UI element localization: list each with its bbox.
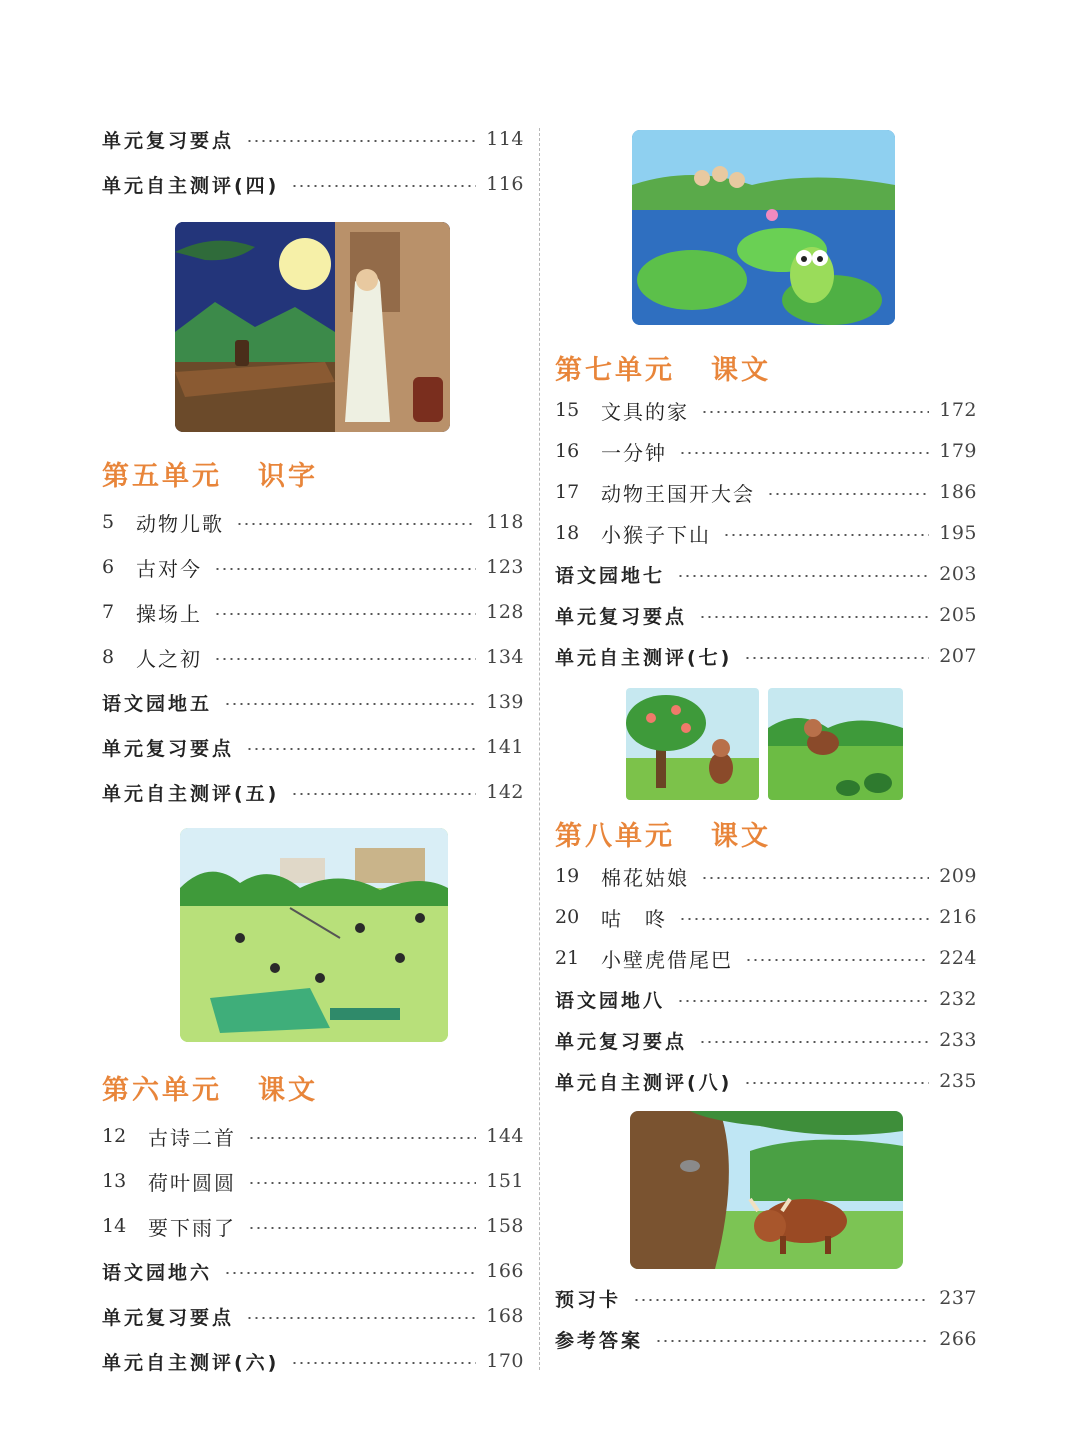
page-number: 179 xyxy=(939,440,977,462)
lesson-number: 20 xyxy=(555,906,580,928)
entry-title: 语文园地五 xyxy=(102,692,213,715)
entry-title: 操场上 xyxy=(136,601,202,626)
toc-entry-garden-5[interactable] xyxy=(102,687,524,717)
page-number: 195 xyxy=(939,522,977,544)
leader-dots xyxy=(224,703,476,705)
page-number: 114 xyxy=(486,128,524,150)
toc-entry-test-7[interactable] xyxy=(555,641,977,671)
entry-title: 动物儿歌 xyxy=(136,511,224,536)
leader-dots xyxy=(699,1041,929,1043)
entry-title: 荷叶圆圆 xyxy=(148,1170,236,1195)
entry-title: 单元复习要点 xyxy=(102,129,235,152)
toc-entry-lesson-16[interactable] xyxy=(555,436,977,466)
unit-5-heading xyxy=(102,453,318,493)
page-number: 224 xyxy=(939,947,977,969)
illustration-frog-pond xyxy=(632,130,895,325)
leader-dots xyxy=(224,1272,476,1274)
leader-dots xyxy=(745,959,929,961)
toc-entry-review-6[interactable] xyxy=(102,1301,524,1331)
entry-title: 一分钟 xyxy=(601,440,667,465)
illustration-monkey-peach-tree xyxy=(626,688,759,800)
toc-entry-lesson-17[interactable] xyxy=(555,477,977,507)
entry-title: 单元自主测评(四) xyxy=(102,174,280,197)
toc-entry-test-4[interactable] xyxy=(102,169,524,199)
unit-title: 第六单元 xyxy=(102,1074,222,1106)
entry-title: 单元复习要点 xyxy=(555,605,688,628)
toc-entry-test-5[interactable] xyxy=(102,777,524,807)
toc-entry-garden-6[interactable] xyxy=(102,1256,524,1286)
leader-dots xyxy=(677,1000,929,1002)
leader-dots xyxy=(744,1082,929,1084)
leader-dots xyxy=(701,877,929,879)
toc-entry-lesson-21[interactable] xyxy=(555,943,977,973)
unit-subtitle: 课文 xyxy=(711,354,771,386)
entry-title: 动物王国开大会 xyxy=(601,481,755,506)
page-number: 128 xyxy=(486,601,524,623)
entry-title: 咕 咚 xyxy=(601,906,667,931)
page-number: 166 xyxy=(486,1260,524,1282)
entry-title: 单元复习要点 xyxy=(555,1030,688,1053)
unit-subtitle: 课文 xyxy=(258,1074,318,1106)
page-number: 144 xyxy=(486,1125,524,1147)
leader-dots xyxy=(767,493,929,495)
page-number: 170 xyxy=(486,1350,524,1372)
unit-title: 第五单元 xyxy=(102,460,222,492)
leader-dots xyxy=(679,918,929,920)
lesson-number: 5 xyxy=(102,511,115,533)
entry-title: 单元自主测评(六) xyxy=(102,1351,280,1374)
page-number: 158 xyxy=(486,1215,524,1237)
page-number: 207 xyxy=(939,645,977,667)
toc-entry-garden-7[interactable] xyxy=(555,559,977,589)
leader-dots xyxy=(744,657,929,659)
entry-title: 参考答案 xyxy=(555,1329,644,1352)
page-number: 216 xyxy=(939,906,977,928)
entry-title: 语文园地六 xyxy=(102,1261,213,1284)
illustration-poet-moon xyxy=(175,222,450,432)
lesson-number: 21 xyxy=(555,947,580,969)
toc-entry-lesson-20[interactable] xyxy=(555,902,977,932)
entry-title: 单元自主测评(八) xyxy=(555,1071,733,1094)
entry-title: 语文园地七 xyxy=(555,564,666,587)
page-number: 134 xyxy=(486,646,524,668)
toc-entry-review-7[interactable] xyxy=(555,600,977,630)
illustration-monkey-watermelon xyxy=(768,688,903,800)
page-number: 141 xyxy=(486,736,524,758)
page-number: 116 xyxy=(486,173,524,195)
lesson-number: 18 xyxy=(555,522,580,544)
page-number: 172 xyxy=(939,399,977,421)
page-number: 142 xyxy=(486,781,524,803)
lesson-number: 13 xyxy=(102,1170,127,1192)
column-divider xyxy=(539,128,540,1370)
lesson-number: 14 xyxy=(102,1215,127,1237)
leader-dots xyxy=(291,185,476,187)
entry-title: 文具的家 xyxy=(601,399,689,424)
page-number: 151 xyxy=(486,1170,524,1192)
leader-dots xyxy=(248,1137,476,1139)
leader-dots xyxy=(214,568,476,570)
leader-dots xyxy=(291,793,476,795)
page-number: 118 xyxy=(486,511,524,533)
toc-entry-test-6[interactable] xyxy=(102,1346,524,1376)
toc-entry-lesson-8[interactable] xyxy=(102,642,524,672)
toc-entry-lesson-14[interactable] xyxy=(102,1211,524,1241)
entry-title: 小猴子下山 xyxy=(601,522,711,547)
page-number: 203 xyxy=(939,563,977,585)
entry-title: 人之初 xyxy=(136,646,202,671)
toc-entry-lesson-6[interactable] xyxy=(102,552,524,582)
lesson-number: 6 xyxy=(102,556,115,578)
leader-dots xyxy=(248,1227,476,1229)
leader-dots xyxy=(677,575,929,577)
page-number: 235 xyxy=(939,1070,977,1092)
page-number: 139 xyxy=(486,691,524,713)
entry-title: 单元自主测评(七) xyxy=(555,646,733,669)
unit-title: 第七单元 xyxy=(555,354,675,386)
toc-entry-review-5[interactable] xyxy=(102,732,524,762)
lesson-number: 19 xyxy=(555,865,580,887)
unit-6-heading xyxy=(102,1067,318,1107)
toc-entry-review-4[interactable] xyxy=(102,124,524,154)
page-number: 209 xyxy=(939,865,977,887)
lesson-number: 8 xyxy=(102,646,115,668)
illustration-playground xyxy=(180,828,448,1042)
page-number: 123 xyxy=(486,556,524,578)
entry-title: 棉花姑娘 xyxy=(601,865,689,890)
leader-dots xyxy=(214,658,476,660)
entry-title: 小壁虎借尾巴 xyxy=(601,947,733,972)
lesson-number: 7 xyxy=(102,601,115,623)
toc-entry-answer-key[interactable] xyxy=(555,1324,977,1354)
lesson-number: 12 xyxy=(102,1125,127,1147)
toc-entry-garden-8[interactable] xyxy=(555,984,977,1014)
leader-dots xyxy=(246,140,476,142)
toc-entry-lesson-13[interactable] xyxy=(102,1166,524,1196)
leader-dots xyxy=(679,452,929,454)
leader-dots xyxy=(701,411,929,413)
entry-title: 语文园地八 xyxy=(555,989,666,1012)
unit-7-heading xyxy=(555,347,771,387)
leader-dots xyxy=(236,523,476,525)
unit-8-heading xyxy=(555,813,771,853)
illustration-gecko-ox xyxy=(630,1111,903,1269)
leader-dots xyxy=(723,534,929,536)
page-number: 186 xyxy=(939,481,977,503)
entry-title: 预习卡 xyxy=(555,1288,622,1311)
leader-dots xyxy=(248,1182,476,1184)
unit-subtitle: 识字 xyxy=(258,460,318,492)
leader-dots xyxy=(291,1362,476,1364)
toc-entry-lesson-18[interactable] xyxy=(555,518,977,548)
leader-dots xyxy=(214,613,476,615)
toc-entry-lesson-15[interactable] xyxy=(555,395,977,425)
toc-entry-lesson-7[interactable] xyxy=(102,597,524,627)
toc-entry-review-8[interactable] xyxy=(555,1025,977,1055)
leader-dots xyxy=(246,1317,476,1319)
entry-title: 单元复习要点 xyxy=(102,737,235,760)
unit-title: 第八单元 xyxy=(555,820,675,852)
page-number: 233 xyxy=(939,1029,977,1051)
entry-title: 古对今 xyxy=(136,556,202,581)
page-number: 232 xyxy=(939,988,977,1010)
entry-title: 单元复习要点 xyxy=(102,1306,235,1329)
page-number: 205 xyxy=(939,604,977,626)
lesson-number: 17 xyxy=(555,481,580,503)
toc-entry-lesson-19[interactable] xyxy=(555,861,977,891)
entry-title: 要下雨了 xyxy=(148,1215,236,1240)
lesson-number: 16 xyxy=(555,440,580,462)
lesson-number: 15 xyxy=(555,399,580,421)
entry-title: 单元自主测评(五) xyxy=(102,782,280,805)
toc-entry-lesson-12[interactable] xyxy=(102,1121,524,1151)
page-number: 266 xyxy=(939,1328,977,1350)
entry-title: 古诗二首 xyxy=(148,1125,236,1150)
page-number: 237 xyxy=(939,1287,977,1309)
leader-dots xyxy=(699,616,929,618)
page-number: 168 xyxy=(486,1305,524,1327)
leader-dots xyxy=(633,1299,929,1301)
leader-dots xyxy=(246,748,476,750)
toc-entry-lesson-5[interactable] xyxy=(102,507,524,537)
unit-subtitle: 课文 xyxy=(711,820,771,852)
leader-dots xyxy=(655,1340,929,1342)
toc-entry-preview-card[interactable] xyxy=(555,1283,977,1313)
toc-entry-test-8[interactable] xyxy=(555,1066,977,1096)
